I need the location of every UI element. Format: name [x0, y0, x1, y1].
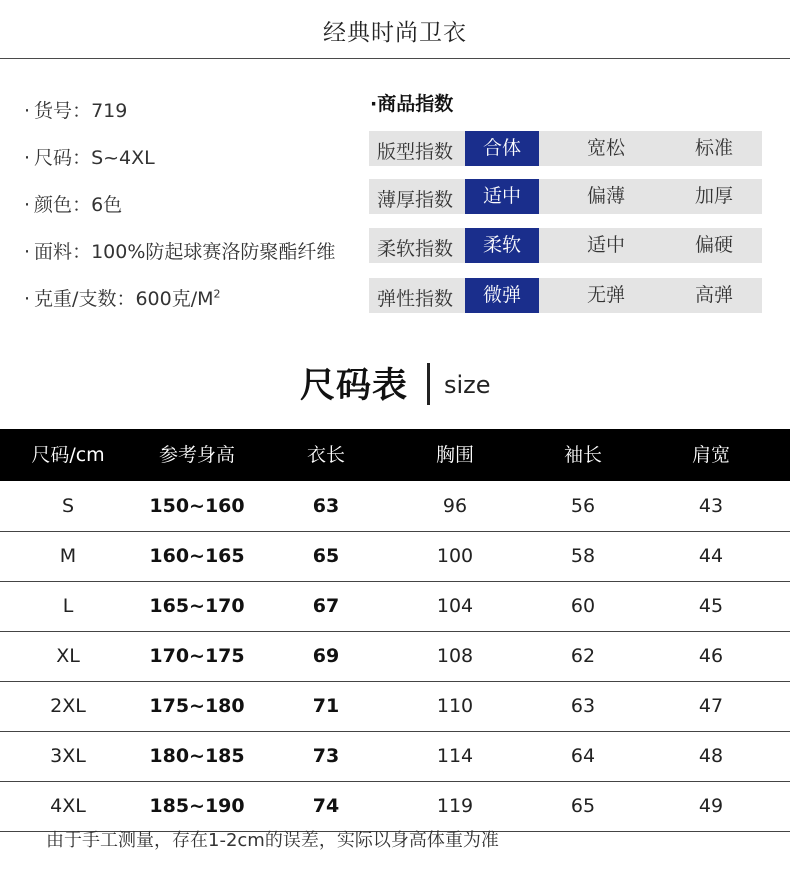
index-option: 宽松: [586, 137, 625, 159]
page-title: 经典时尚卫衣: [323, 20, 467, 46]
table-cell: 100: [436, 545, 474, 567]
table-cell: 104: [436, 595, 474, 617]
table-cell: 185~190: [149, 795, 245, 817]
index-label: 版型指数: [377, 141, 454, 163]
table-cell: 114: [436, 745, 474, 767]
spec-label: 面料: [34, 241, 73, 263]
table-cell: 63: [312, 495, 340, 517]
spec-value: 600克/M: [135, 288, 214, 310]
table-cell: 56: [570, 495, 596, 517]
table-cell: 73: [312, 745, 340, 767]
index-option: 标准: [694, 137, 733, 159]
spec-value: 6色: [91, 194, 123, 216]
table-cell: 71: [312, 695, 340, 717]
size-chart-title: 尺码表: [300, 366, 409, 406]
table-cell: 45: [698, 595, 724, 617]
spec-label: 颜色: [34, 194, 73, 216]
index-option: 高弹: [694, 284, 733, 306]
table-row: [0, 681, 790, 732]
table-cell: 180~185: [149, 745, 245, 767]
column-header: 参考身高: [158, 444, 235, 466]
index-option: 适中: [586, 234, 625, 256]
table-cell: 69: [312, 645, 340, 667]
table-cell: L: [62, 595, 74, 617]
spec-item-fabric: · 面料：100%防起球赛洛防聚酯纤维: [24, 241, 336, 263]
table-cell: 48: [698, 745, 724, 767]
table-cell: 65: [570, 795, 596, 817]
spec-label: 克重/支数: [34, 288, 117, 310]
table-cell: 165~170: [149, 595, 245, 617]
index-option: 柔软: [465, 228, 539, 263]
table-cell: 65: [312, 545, 340, 567]
table-cell: 110: [436, 695, 474, 717]
column-header: 衣长: [306, 444, 345, 466]
column-header: 肩宽: [691, 444, 730, 466]
column-header: 袖长: [563, 444, 602, 466]
table-cell: 3XL: [50, 745, 86, 767]
index-option: 无弹: [586, 284, 625, 306]
size-chart-subtitle: size: [444, 371, 491, 399]
table-row: [0, 631, 790, 682]
column-header: 尺码/cm: [31, 444, 105, 466]
table-row: [0, 731, 790, 782]
spec-value: 719: [91, 100, 128, 122]
table-cell: 170~175: [149, 645, 245, 667]
index-row-elasticity: [369, 278, 762, 313]
table-row: [0, 781, 790, 832]
spec-item-color: · 颜色：6色: [24, 194, 123, 216]
spec-label: 尺码: [34, 147, 73, 169]
table-cell: 60: [570, 595, 596, 617]
table-cell: 47: [698, 695, 724, 717]
title-divider: [427, 363, 430, 405]
spec-item-weight: · 克重/支数：600克$/M^2$: [24, 287, 221, 310]
product-index-title: ·商品指数: [370, 93, 454, 115]
spec-item-sku: · 货号：719: [24, 100, 128, 122]
table-cell: M: [59, 545, 77, 567]
index-option: 适中: [465, 179, 539, 214]
page-header: [0, 0, 790, 59]
table-cell: 44: [698, 545, 724, 567]
index-option: 加厚: [694, 185, 733, 207]
table-cell: S: [61, 495, 75, 517]
index-option: 微弹: [465, 278, 539, 313]
size-table-header: [0, 429, 790, 481]
index-option: 合体: [465, 131, 539, 166]
spec-value-superscript: 2: [213, 287, 221, 301]
index-label: 柔软指数: [377, 238, 454, 260]
index-row-fit: [369, 131, 762, 166]
column-header: 胸围: [435, 444, 474, 466]
table-cell: 64: [570, 745, 596, 767]
table-cell: 62: [570, 645, 596, 667]
table-cell: 74: [312, 795, 340, 817]
index-label: 薄厚指数: [377, 189, 454, 211]
table-cell: 67: [312, 595, 340, 617]
table-cell: 108: [436, 645, 474, 667]
table-cell: 175~180: [149, 695, 245, 717]
index-row-thickness: [369, 179, 762, 214]
table-cell: 58: [570, 545, 596, 567]
table-cell: 150~160: [149, 495, 245, 517]
spec-value: 100%防起球赛洛防聚酯纤维: [91, 241, 336, 263]
index-option: 偏硬: [694, 234, 733, 256]
table-cell: 2XL: [50, 695, 86, 717]
index-label: 弹性指数: [377, 288, 454, 310]
spec-value: S~4XL: [91, 147, 155, 169]
measurement-note: 由于手工测量，存在1-2cm的误差，实际以身高体重为准: [46, 830, 499, 851]
table-cell: 46: [698, 645, 724, 667]
index-row-softness: [369, 228, 762, 263]
table-cell: 119: [436, 795, 474, 817]
table-cell: 49: [698, 795, 724, 817]
index-option: 偏薄: [586, 185, 625, 207]
table-cell: 43: [698, 495, 724, 517]
spec-item-size: · 尺码：S~4XL: [24, 147, 155, 169]
table-cell: 160~165: [149, 545, 245, 567]
table-cell: 96: [442, 495, 468, 517]
table-row: [0, 481, 790, 532]
table-row: [0, 581, 790, 632]
table-cell: 4XL: [50, 795, 86, 817]
table-cell: XL: [56, 645, 80, 667]
table-cell: 63: [570, 695, 596, 717]
product-index-title-text: 商品指数: [377, 93, 454, 115]
table-row: [0, 531, 790, 582]
spec-label: 货号: [34, 100, 73, 122]
